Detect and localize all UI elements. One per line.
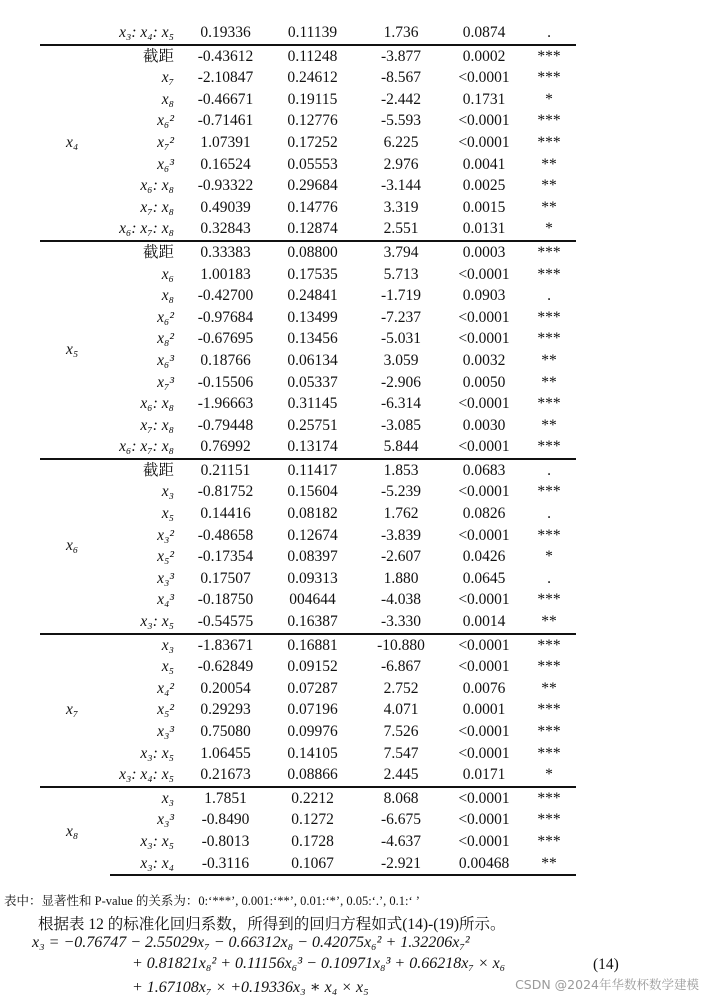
variable-cell: x₃ (110, 634, 182, 657)
t-value-cell: -6.314 (380, 395, 422, 413)
std-error-cell: 0.2212 (269, 787, 356, 810)
std-error-cell: 0.12874 (287, 220, 338, 238)
equation-line-3: + 1.67108x₇ × +0.19336x₃ ∗ x₄ × x₅ (132, 979, 369, 996)
table-row (40, 525, 576, 547)
variable-cell: x₃ (110, 787, 182, 810)
estimate-cell: 0.21673 (200, 766, 251, 784)
std-error-cell: 0.13174 (287, 438, 338, 456)
significance-cell: *** (537, 133, 561, 151)
table-row (40, 67, 576, 89)
estimate-cell: -0.93322 (197, 177, 254, 195)
estimate-cell: -0.43612 (182, 45, 269, 68)
significance-cell: . (547, 569, 551, 587)
estimate-cell: 1.07391 (200, 133, 251, 151)
t-value-cell: 3.794 (356, 241, 446, 264)
table-row (40, 589, 576, 611)
table-row (40, 809, 576, 831)
estimate-cell: -0.15506 (197, 373, 254, 391)
significance-cell: ** (541, 198, 557, 216)
table-row (40, 568, 576, 590)
table-row (40, 721, 576, 743)
p-value-cell: <0.0001 (458, 723, 510, 740)
table-row (40, 285, 576, 307)
t-value-cell: 3.319 (383, 198, 419, 216)
estimate-cell: -2.10847 (197, 69, 254, 87)
t-value-cell: 7.526 (383, 723, 419, 740)
estimate-cell: 1.06455 (200, 744, 251, 762)
table-row (40, 197, 576, 219)
p-value-cell: <0.0001 (458, 330, 510, 348)
std-error-cell: 0.13499 (287, 308, 338, 326)
std-error-cell: 0.08182 (287, 505, 338, 523)
variable-cell: x₈ (161, 90, 174, 108)
estimate-cell: -0.67695 (197, 330, 254, 348)
p-value-cell: <0.0001 (458, 811, 510, 829)
t-value-cell: -6.675 (380, 811, 422, 829)
t-value-cell: -1.719 (380, 287, 422, 305)
significance-cell: *** (537, 723, 561, 740)
variable-cell: x₆² (157, 112, 174, 130)
table-row (40, 22, 576, 45)
table-row (40, 503, 576, 525)
significance-cell: ** (541, 373, 557, 391)
std-error-cell: 0.1728 (291, 832, 334, 850)
variable-cell: x₈² (157, 330, 174, 348)
equation-line-1: x₃ = −0.76747 − 2.55029x₇ − 0.66312x₈ − 0.42075x₆² + 1.32206x₇² (32, 934, 470, 951)
p-value-cell: 0.0874 (462, 24, 506, 41)
t-value-cell: 1.762 (383, 505, 419, 523)
estimate-cell: 0.32843 (200, 220, 251, 238)
p-value-cell: <0.0001 (458, 658, 510, 676)
variable-cell: 截距 (110, 459, 182, 482)
p-value-cell: 0.0171 (462, 766, 506, 784)
equation-intro-paragraph: 根据表 12 的标准化回归系数，所得到的回归方程如式(14)-(19)所示。 (38, 916, 506, 933)
t-value-cell: 5.844 (383, 438, 419, 456)
significance-cell: * (545, 220, 553, 238)
t-value-cell: -5.031 (380, 330, 422, 348)
std-error-cell: 0.07287 (287, 679, 338, 697)
estimate-cell: 1.7851 (182, 787, 269, 810)
significance-cell: . (547, 24, 551, 41)
t-value-cell: -4.038 (380, 591, 422, 609)
p-value-cell: 0.0002 (446, 45, 522, 68)
estimate-cell: 0.49039 (200, 198, 251, 216)
std-error-cell: 0.19115 (287, 90, 338, 108)
significance-cell: *** (537, 526, 561, 544)
table-row (40, 634, 576, 657)
variable-cell: x₃: x₅ (140, 832, 174, 850)
p-value-cell: <0.0001 (458, 69, 510, 87)
estimate-cell: 0.21151 (182, 459, 269, 482)
estimate-cell: -0.8013 (201, 832, 250, 850)
table-row (40, 132, 576, 154)
p-value-cell: 0.0826 (462, 505, 506, 523)
table-row (40, 787, 576, 810)
significance-cell: . (522, 459, 576, 482)
estimate-cell: 0.18766 (200, 351, 251, 369)
p-value-cell: <0.0001 (446, 634, 522, 657)
variable-cell: x₈ (161, 287, 174, 305)
std-error-cell: 0.24841 (287, 287, 338, 305)
table-row (40, 372, 576, 394)
p-value-cell: <0.0001 (458, 308, 510, 326)
std-error-cell: 0.13456 (287, 330, 338, 348)
p-value-cell: 0.0001 (462, 701, 506, 719)
estimate-cell: -0.42700 (197, 287, 254, 305)
estimate-cell: 0.33383 (182, 241, 269, 264)
p-value-cell: 0.0076 (462, 679, 506, 697)
table-row (40, 307, 576, 329)
variable-cell: 截距 (110, 241, 182, 264)
std-error-cell: 0.06134 (287, 351, 338, 369)
p-value-cell: <0.0001 (458, 133, 510, 151)
estimate-cell: -0.18750 (197, 591, 254, 609)
table-row (40, 699, 576, 721)
p-value-cell: 0.0903 (462, 287, 506, 305)
t-value-cell: 2.976 (383, 155, 419, 173)
t-value-cell: 4.071 (383, 701, 419, 719)
p-value-cell: <0.0001 (458, 744, 510, 762)
significance-cell: *** (522, 634, 576, 657)
p-value-cell: 0.1731 (462, 90, 506, 108)
table-row (40, 546, 576, 568)
std-error-cell: 0.08397 (287, 548, 338, 566)
t-value-cell: 2.445 (383, 766, 419, 784)
significance-cell: *** (537, 265, 561, 283)
p-value-cell: 0.0032 (462, 351, 506, 369)
std-error-cell: 0.15604 (287, 483, 338, 501)
table-row (40, 831, 576, 853)
significance-cell: *** (537, 811, 561, 829)
t-value-cell: -3.085 (380, 416, 422, 434)
p-value-cell: <0.0001 (458, 112, 510, 130)
std-error-cell: 0.25751 (287, 416, 338, 434)
t-value-cell: -10.880 (356, 634, 446, 657)
variable-cell: x₆: x₇: x₈ (119, 438, 174, 456)
variable-cell: x₃ (161, 483, 174, 501)
p-value-cell: 0.0014 (462, 613, 506, 631)
variable-cell: x₇³ (157, 373, 174, 391)
p-value-cell: <0.0001 (458, 395, 510, 413)
variable-cell: x₃³ (157, 723, 174, 740)
variable-cell: x₆³ (157, 155, 174, 173)
significance-cell: *** (537, 591, 561, 609)
significance-cell: ** (541, 679, 557, 697)
std-error-cell: 0.05553 (287, 155, 338, 173)
t-value-cell: -6.867 (380, 658, 422, 676)
estimate-cell: -0.46671 (197, 90, 254, 108)
p-value-cell: 0.0003 (446, 241, 522, 264)
significance-cell: ** (541, 351, 557, 369)
std-error-cell: 004644 (289, 591, 336, 609)
variable-cell: x₆ (161, 265, 174, 283)
p-value-cell: 0.0131 (462, 220, 506, 238)
table-row (40, 45, 576, 68)
table-row (40, 481, 576, 503)
significance-cell: ** (541, 177, 557, 195)
significance-note: 表中：显著性和 P-value 的关系为：0:‘***’, 0.001:‘**’, 0.01:‘*’, 0.05:‘.’, 0.1:‘ ’ (4, 894, 420, 908)
t-value-cell: -3.330 (380, 613, 422, 631)
std-error-cell: 0.11139 (287, 24, 338, 41)
p-value-cell: 0.0030 (462, 416, 506, 434)
variable-cell: x₅ (161, 658, 174, 676)
variable-cell: x₃³ (157, 569, 174, 587)
p-value-cell: <0.0001 (446, 787, 522, 810)
table-row (40, 241, 576, 264)
significance-cell: ** (541, 155, 557, 173)
significance-cell: * (545, 548, 553, 566)
significance-cell: *** (537, 395, 561, 413)
group-label (40, 22, 110, 45)
variable-cell: x₃: x₄: x₅ (119, 24, 174, 41)
significance-cell: *** (537, 832, 561, 850)
table-row (40, 393, 576, 415)
significance-cell: * (545, 766, 553, 784)
significance-cell: *** (537, 744, 561, 762)
t-value-cell: -3.877 (356, 45, 446, 68)
std-error-cell: 0.11417 (269, 459, 356, 482)
equation-line-2: + 0.81821x₈² + 0.11156x₆³ − 0.10971x₈³ + 0.66218x₇ × x₆ (132, 955, 506, 972)
regression-table (40, 22, 576, 876)
estimate-cell: -0.97684 (197, 308, 254, 326)
variable-cell: x₄² (157, 679, 174, 697)
std-error-cell: 0.16881 (269, 634, 356, 657)
t-value-cell: 1.880 (383, 569, 419, 587)
p-value-cell: 0.0050 (462, 373, 506, 391)
p-value-cell: <0.0001 (458, 438, 510, 456)
t-value-cell: -2.906 (380, 373, 422, 391)
std-error-cell: 0.09976 (287, 723, 338, 740)
estimate-cell: -0.17354 (197, 548, 254, 566)
p-value-cell: 0.00468 (446, 853, 522, 876)
std-error-cell: 0.12674 (287, 526, 338, 544)
t-value-cell: -7.237 (380, 308, 422, 326)
std-error-cell: 0.1067 (269, 853, 356, 876)
estimate-cell: 0.76992 (200, 438, 251, 456)
t-value-cell: -5.593 (380, 112, 422, 130)
significance-cell: *** (522, 241, 576, 264)
significance-cell: ** (541, 416, 557, 434)
table-row (40, 154, 576, 176)
watermark: CSDN @2024年华数杯数学建模 (515, 977, 699, 992)
estimate-cell: -0.8490 (201, 811, 250, 829)
std-error-cell: 0.16387 (287, 613, 338, 631)
variable-cell: x₃: x₅ (140, 613, 174, 631)
p-value-cell: 0.0683 (446, 459, 522, 482)
variable-cell: x₄³ (157, 591, 174, 609)
group-label: x₆ (40, 459, 110, 634)
estimate-cell: 0.19336 (200, 24, 251, 41)
table-row (40, 110, 576, 132)
table-row (40, 436, 576, 459)
estimate-cell: -0.54575 (197, 613, 254, 631)
std-error-cell: 0.12776 (287, 112, 338, 130)
t-value-cell: 2.752 (383, 679, 419, 697)
estimate-cell: -0.71461 (197, 112, 254, 130)
t-value-cell: -5.239 (380, 483, 422, 501)
t-value-cell: -2.442 (380, 90, 422, 108)
std-error-cell: 0.11248 (269, 45, 356, 68)
group-label: x₄ (40, 45, 110, 241)
t-value-cell: -4.637 (380, 832, 422, 850)
regression-table-body (40, 22, 576, 875)
t-value-cell: 1.736 (383, 24, 419, 41)
variable-cell: x₆: x₈ (140, 395, 174, 413)
estimate-cell: -0.48658 (197, 526, 254, 544)
significance-cell: . (547, 287, 551, 305)
significance-cell: *** (537, 330, 561, 348)
estimate-cell: 0.20054 (200, 679, 251, 697)
variable-cell: x₃³ (157, 811, 174, 829)
group-label: x₇ (40, 634, 110, 787)
variable-cell: x₃: x₄: x₅ (119, 766, 174, 784)
std-error-cell: 0.09313 (287, 569, 338, 587)
p-value-cell: 0.0426 (462, 548, 506, 566)
significance-cell: *** (537, 69, 561, 87)
variable-cell: x₃: x₅ (140, 744, 174, 762)
table-row (40, 264, 576, 286)
group-label: x₈ (40, 787, 110, 875)
std-error-cell: 0.24612 (287, 69, 338, 87)
table-row (40, 611, 576, 634)
std-error-cell: 0.05337 (287, 373, 338, 391)
variable-cell: x₇² (157, 133, 174, 151)
t-value-cell: 6.225 (383, 133, 419, 151)
std-error-cell: 0.08800 (269, 241, 356, 264)
significance-cell: *** (537, 483, 561, 501)
t-value-cell: -2.921 (356, 853, 446, 876)
estimate-cell: -0.3116 (182, 853, 269, 876)
significance-cell: *** (537, 701, 561, 719)
significance-cell: *** (537, 658, 561, 676)
table-row (40, 328, 576, 350)
variable-cell: x₇ (161, 69, 174, 87)
variable-cell: x₃² (157, 526, 174, 544)
t-value-cell: 3.059 (383, 351, 419, 369)
estimate-cell: -0.81752 (197, 483, 254, 501)
std-error-cell: 0.08866 (287, 766, 338, 784)
t-value-cell: -8.567 (380, 69, 422, 87)
std-error-cell: 0.09152 (287, 658, 338, 676)
significance-cell: *** (537, 308, 561, 326)
estimate-cell: 0.17507 (200, 569, 251, 587)
t-value-cell: -3.144 (380, 177, 422, 195)
table-row (40, 350, 576, 372)
variable-cell: x₇: x₈ (140, 198, 174, 216)
table-row (40, 656, 576, 678)
t-value-cell: -3.839 (380, 526, 422, 544)
table-row (40, 764, 576, 787)
std-error-cell: 0.17535 (287, 265, 338, 283)
variable-cell: 截距 (110, 45, 182, 68)
variable-cell: x₅² (157, 548, 174, 566)
p-value-cell: 0.0645 (462, 569, 506, 587)
table-row (40, 743, 576, 765)
p-value-cell: 0.0025 (462, 177, 506, 195)
t-value-cell: -2.607 (380, 548, 422, 566)
significance-cell: ** (541, 613, 557, 631)
estimate-cell: 0.14416 (200, 505, 251, 523)
std-error-cell: 0.17252 (287, 133, 338, 151)
table-row (40, 89, 576, 111)
significance-cell: ** (522, 853, 576, 876)
p-value-cell: 0.0041 (462, 155, 506, 173)
table-row (40, 678, 576, 700)
variable-cell: x₃: x₄ (110, 853, 182, 876)
std-error-cell: 0.14105 (287, 744, 338, 762)
std-error-cell: 0.31145 (287, 395, 338, 413)
variable-cell: x₆: x₇: x₈ (119, 220, 174, 238)
variable-cell: x₇: x₈ (140, 416, 174, 434)
group-label: x₅ (40, 241, 110, 459)
estimate-cell: 0.29293 (200, 701, 251, 719)
std-error-cell: 0.07196 (287, 701, 338, 719)
t-value-cell: 1.853 (356, 459, 446, 482)
p-value-cell: 0.0015 (462, 198, 506, 216)
table-row (40, 853, 576, 876)
equation-number: (14) (593, 956, 619, 973)
estimate-cell: -0.79448 (197, 416, 254, 434)
p-value-cell: <0.0001 (458, 526, 510, 544)
t-value-cell: 7.547 (383, 744, 419, 762)
variable-cell: x₆³ (157, 351, 174, 369)
estimate-cell: -1.96663 (197, 395, 254, 413)
t-value-cell: 5.713 (383, 265, 419, 283)
estimate-cell: -1.83671 (182, 634, 269, 657)
significance-cell: *** (522, 45, 576, 68)
table-row (40, 175, 576, 197)
t-value-cell: 8.068 (356, 787, 446, 810)
significance-cell: *** (537, 112, 561, 130)
std-error-cell: 0.1272 (291, 811, 334, 829)
estimate-cell: -0.62849 (197, 658, 254, 676)
std-error-cell: 0.14776 (287, 198, 338, 216)
p-value-cell: <0.0001 (458, 832, 510, 850)
t-value-cell: 2.551 (383, 220, 419, 238)
significance-cell: *** (522, 787, 576, 810)
table-row (40, 459, 576, 482)
estimate-cell: 0.75080 (200, 723, 251, 740)
variable-cell: x₅² (157, 701, 174, 719)
variable-cell: x₅ (161, 505, 174, 523)
p-value-cell: <0.0001 (458, 265, 510, 283)
std-error-cell: 0.29684 (287, 177, 338, 195)
estimate-cell: 1.00183 (200, 265, 251, 283)
table-row (40, 218, 576, 241)
significance-cell: *** (537, 438, 561, 456)
variable-cell: x₆² (157, 308, 174, 326)
estimate-cell: 0.16524 (200, 155, 251, 173)
table-row (40, 415, 576, 437)
p-value-cell: <0.0001 (458, 591, 510, 609)
significance-cell: . (547, 505, 551, 523)
significance-cell: * (545, 90, 553, 108)
variable-cell: x₆: x₈ (140, 177, 174, 195)
p-value-cell: <0.0001 (458, 483, 510, 501)
